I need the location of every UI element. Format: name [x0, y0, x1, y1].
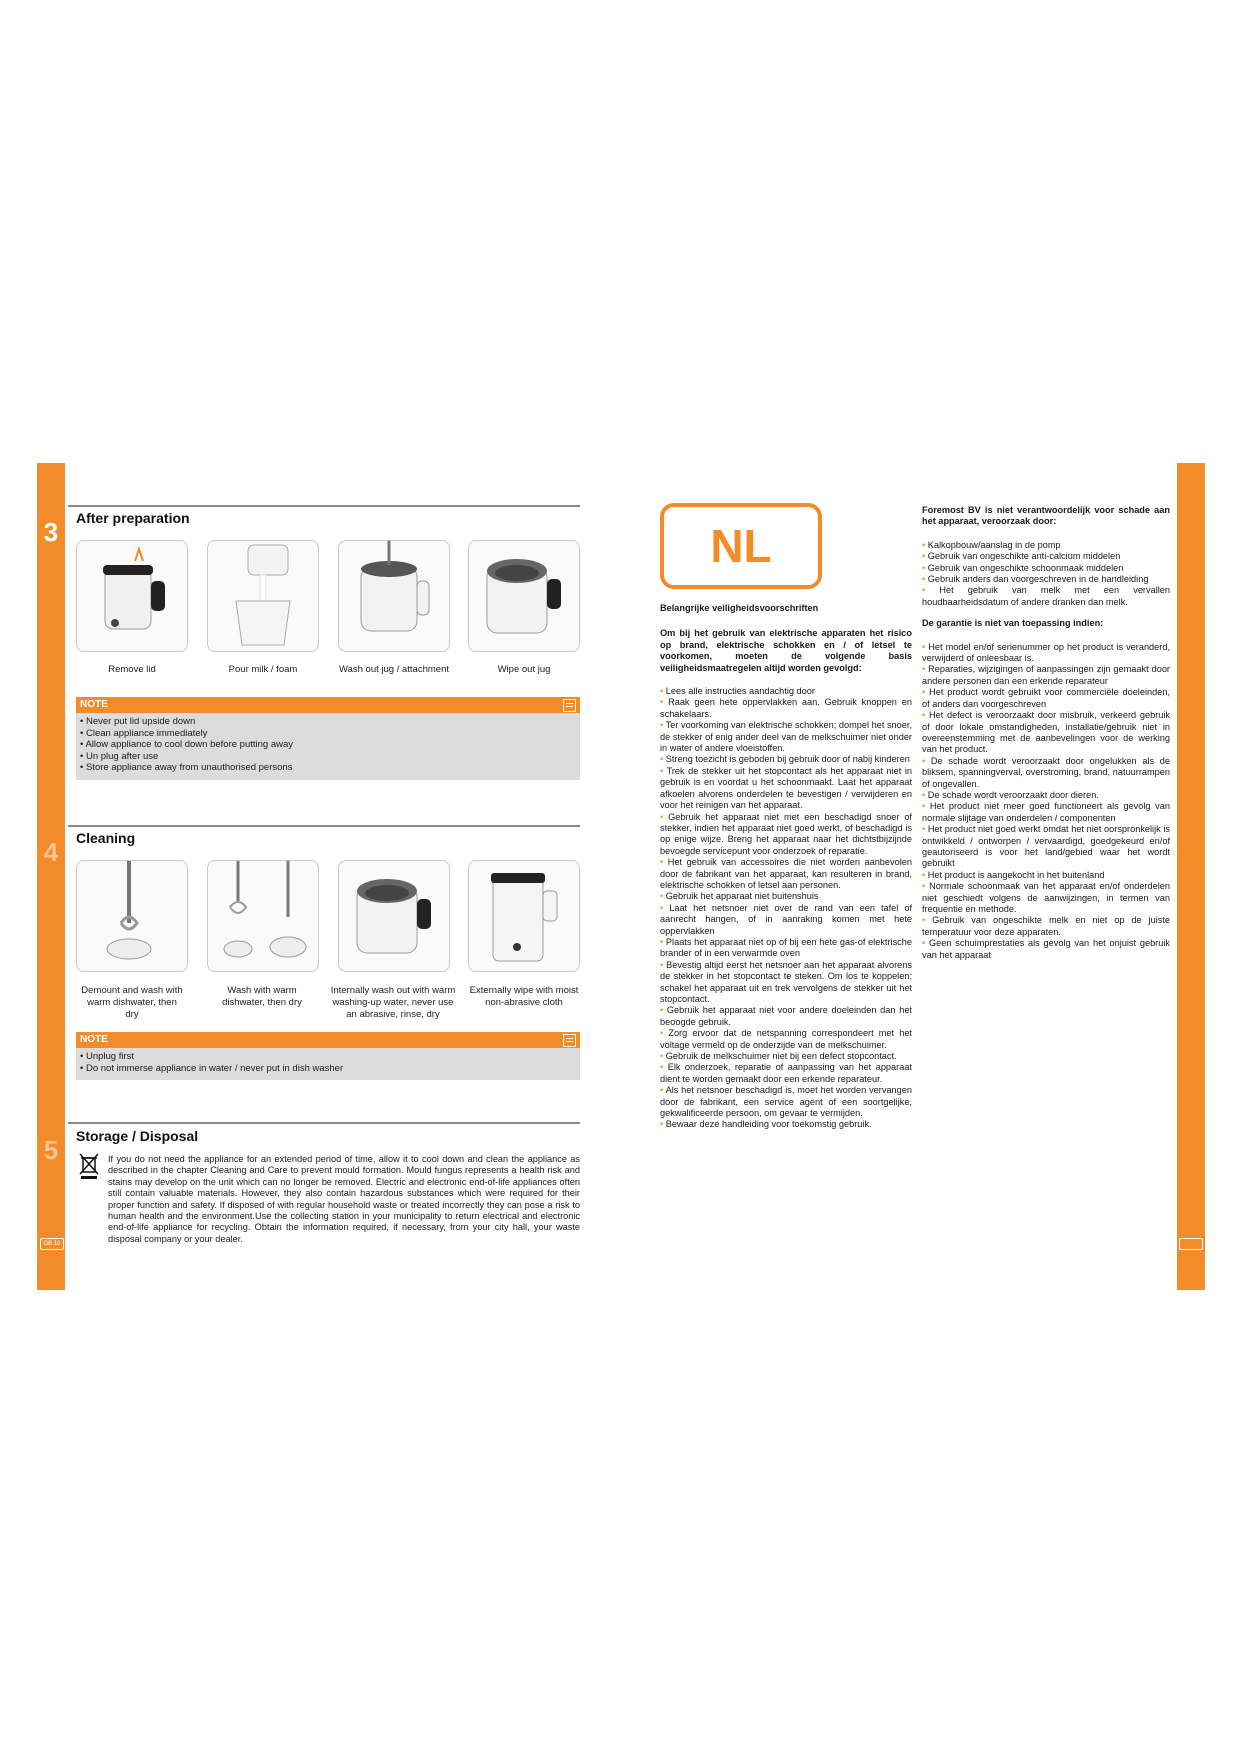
list-item: • Het product wordt gebruikt voor commerciële doeleinden, of anders dan voorgeschreven [922, 687, 1170, 709]
notepad-icon [563, 1034, 576, 1047]
warranty-heading: De garantie is niet van toepassing indien: [922, 618, 1104, 629]
whisk-parts-photo [207, 860, 319, 972]
list-item: • Plaats het apparaat niet op of bij een hete gas-of elektrische brander of in een verwarmde oven [660, 936, 912, 959]
crossed-bin-icon [78, 1152, 100, 1180]
note-list [76, 1048, 580, 1080]
safety-heading: Belangrijke veiligheidsvoorschriften [660, 603, 819, 613]
list-item: • Trek de stekker uit het stopcontact als het apparaat niet in gebruik is en voordat u het schoonmaakt. Laat het apparaat afkoelen alvorens onderdelen te bevestigen / verwijderen en voor het reinigen van het apparaat. [660, 765, 912, 811]
list-item: • Het product niet goed werkt omdat het niet oorspronkelijk is ontwikkeld / ontworpen / vervaardigd, goedgekeurd en/of geautoriseerd is voor het land/gebied waar het wordt gebruikt [922, 824, 1170, 869]
section-title-storage: Storage / Disposal [76, 1128, 199, 1144]
step-caption-demount: Demount and wash with warm dishwater, then dry [81, 985, 183, 1020]
list-item: • Streng toezicht is geboden bij gebruik door of nabij kinderen [660, 754, 910, 765]
list-item: • Gebruik het apparaat niet met een beschadigd snoer of stekker, indien het apparaat niet goed werkt, of beschadigd is op enige wijze. Breng het apparaat naar het dichtstbijzijnde bevoegde servicepunt voor onderzoek of reparatie. [660, 811, 912, 856]
note-box-cleaning [76, 1032, 580, 1080]
note-box-after-preparation [76, 697, 580, 780]
list-item: • Gebruik het apparaat niet voor andere doeleinden dan het beoogde gebruik. [660, 1005, 912, 1027]
list-item: • Ter voorkoming van elektrische schokken; dompel het snoer, de stekker of enig ander deel van de melkschuimer niet onder in water of andere vloeistoffen. [660, 720, 912, 754]
step-caption-remove-lid: Remove lid [108, 664, 156, 675]
jug-interior-photo [338, 860, 450, 972]
step-caption-wipe-jug: Wipe out jug [497, 664, 551, 675]
step-caption-external-wipe: Externally wipe with moist non-abrasive cloth [469, 985, 579, 1008]
note-heading-label: NOTE [80, 1034, 108, 1045]
list-item: • Normale schoonmaak van het apparaat en/of onderdelen niet geschiedt volgens de aanwijzingen, in termen van frequentie en methode. [922, 881, 1170, 914]
note-item: • Never put lid upside down [80, 716, 576, 728]
safety-column [660, 603, 912, 1141]
list-item: • Laat het netsnoer niet over de rand van een tafel of aanrecht hangen, of in aanraking komen met hete oppervlakken [660, 902, 912, 936]
list-item: • Het gebruik van melk met een vervallen houdbaarheidsdatum of andere dranken dan melk. [922, 585, 1170, 607]
storage-disposal-text: If you do not need the appliance for an extended period of time, allow it to cool down and clean the appliance as described in the chapter Cleaning and Care to prevent mould formation. Mould fungus represents a health risk and stains may develop on the unit which can no longer be removed. Electric and electronic end-of-life appliances often still contain valuable materials. However, they also contain hazardous substances which were required for their proper function and safety. If disposed of with regular household waste or treated incorrectly they can pose a risk to human health and the environment.Use the collecting station in your municipality to return electrical and electronic end-of-life appliance for recycling. Obtain the information required, if necessary, from your city hall, your waste disposal company or your dealer. [108, 1154, 580, 1244]
warranty-column [922, 505, 1170, 971]
list-item: • Raak geen hete oppervlakken aan. Gebruik knoppen en schakelaars. [660, 697, 912, 719]
note-heading [76, 1032, 580, 1048]
list-item: • Elk onderzoek, reparatie of aanpassing van het apparaat dient te worden gemaakt door een erkende reparateur. [660, 1062, 912, 1084]
step-caption-internal-wash: Internally wash out with warm washing-up water, never use an abrasive, rinse, dry [330, 985, 456, 1020]
list-item: • Bewaar deze handleiding voor toekomstig gebruik. [660, 1119, 872, 1130]
list-item: • Gebruik van ongeschikte schoonmaak middelen [922, 562, 1124, 573]
notepad-icon [563, 699, 576, 712]
step-caption-wash-jug: Wash out jug / attachment [338, 664, 449, 675]
section-rule [68, 505, 580, 507]
list-item: • Het product is aangekocht in het buitenland [922, 869, 1105, 880]
wipe-jug-photo [468, 540, 580, 652]
step-caption-wash-warm: Wash with warm dishwater, then dry [222, 985, 302, 1008]
list-item: • De schade wordt veroorzaakt door dieren. [922, 789, 1099, 800]
section-number-3: 3 [43, 516, 59, 547]
pour-milk-photo [207, 540, 319, 652]
note-item: • Do not immerse appliance in water / never put in dish washer [80, 1063, 576, 1075]
section-rule [68, 825, 580, 827]
jug-lid-photo [76, 540, 188, 652]
note-heading [76, 697, 580, 713]
list-item: • Het gebruik van accessoires die niet worden aanbevolen door de fabrikant van het apparaat, kan resulteren in brand, elektrische schokken of letsel aan personen. [660, 857, 912, 890]
list-item: • Het defect is veroorzaakt door misbruik, verkeerd gebruik of door lokale omstandigheden, installatie/gebruik niet in overeenstemming met de aanbevelingen voor de werking van het product. [922, 710, 1170, 755]
section-number-4: 4 [43, 836, 59, 867]
list-item: • Lees alle instructies aandachtig door [660, 686, 815, 697]
list-item: • Gebruik van ongeschikte melk en niet op de juiste temperatuur voor deze apparaten. [922, 915, 1170, 937]
list-item: • Het model en/of serienummer op het product is veranderd, verwijderd of onleesbaar is. [922, 641, 1170, 664]
note-item: • Un plug after use [80, 751, 576, 763]
note-item: • Unplug first [80, 1051, 576, 1063]
page-number-tag: GB 10 [40, 1238, 64, 1250]
liability-heading: Foremost BV is niet verantwoordelijk voor schade aan het apparaat, veroorzaak door: [922, 505, 1170, 527]
section-title-after-preparation: After preparation [76, 510, 190, 526]
note-list [76, 713, 580, 780]
wash-jug-photo [338, 540, 450, 652]
list-item: • Geen schuimprestaties als gevolg van het onjuist gebruik van het apparaat [922, 938, 1170, 960]
note-item: • Clean appliance immediately [80, 728, 576, 740]
list-item: • Het product niet meer goed functioneert als gevolg van normale slijtage van onderdelen / componenten [922, 801, 1170, 823]
safety-intro: Om bij het gebruik van elektrische apparaten het risico op brand, elektrische schokken en / of letsel te voorkomen, moeten de volgende basis veiligheidsmaatregelen altijd worden gevolgd: [660, 628, 912, 673]
list-item: • Zorg ervoor dat de netspanning correspondeert met het voltage vermeld op de onderzijde van de melkschuimer. [660, 1028, 912, 1050]
note-item: • Store appliance away from unauthorised persons [80, 762, 576, 774]
jug-exterior-photo [468, 860, 580, 972]
step-caption-pour-milk: Pour milk / foam [228, 664, 298, 675]
liability-list [922, 540, 1170, 608]
list-item: • Als het netsnoer beschadigd is, moet het worden vervangen door de fabrikant, een service agent of een soortgelijke, gekwalificeerde persoon, om gevaar te vermijden. [660, 1085, 912, 1119]
safety-list [660, 686, 912, 1131]
warranty-list [922, 642, 1170, 961]
list-item: • Bevestig altijd eerst het netsnoer aan het apparaat alvorens de stekker in het stopcontact te steken. Om los te koppelen; schakel het apparaat uit en trek vervolgens de stekker uit het stopcontact. [660, 959, 912, 1004]
list-item: • Gebruik het apparaat niet buitenshuis [660, 891, 819, 902]
note-item: • Allow appliance to cool down before putting away [80, 739, 576, 751]
list-item: • Gebruik de melkschuimer niet bij een defect stopcontact. [660, 1051, 897, 1062]
whisk-photo [76, 860, 188, 972]
right-orange-bar [1177, 463, 1205, 1290]
language-code-badge: NL [660, 503, 822, 589]
section-rule [68, 1122, 580, 1124]
section-title-cleaning: Cleaning [76, 830, 136, 846]
list-item: • Reparaties, wijzigingen of aanpassingen zijn gemaakt door andere personen dan een erkende reparateur [922, 664, 1170, 686]
note-heading-label: NOTE [80, 699, 108, 710]
list-item: • Gebruik van ongeschikte anti-calcium middelen [922, 551, 1121, 562]
section-number-5: 5 [43, 1134, 59, 1165]
list-item: • Kalkopbouw/aanslag in de pomp [922, 539, 1061, 550]
page-number-tag-right [1179, 1238, 1203, 1250]
list-item: • Gebruik anders dan voorgeschreven in de handleiding [922, 574, 1149, 585]
list-item: • De schade wordt veroorzaakt door ongelukken als de bliksem, spanningverval, overstroming, brand, natuurrampen of ongevallen. [922, 755, 1170, 789]
